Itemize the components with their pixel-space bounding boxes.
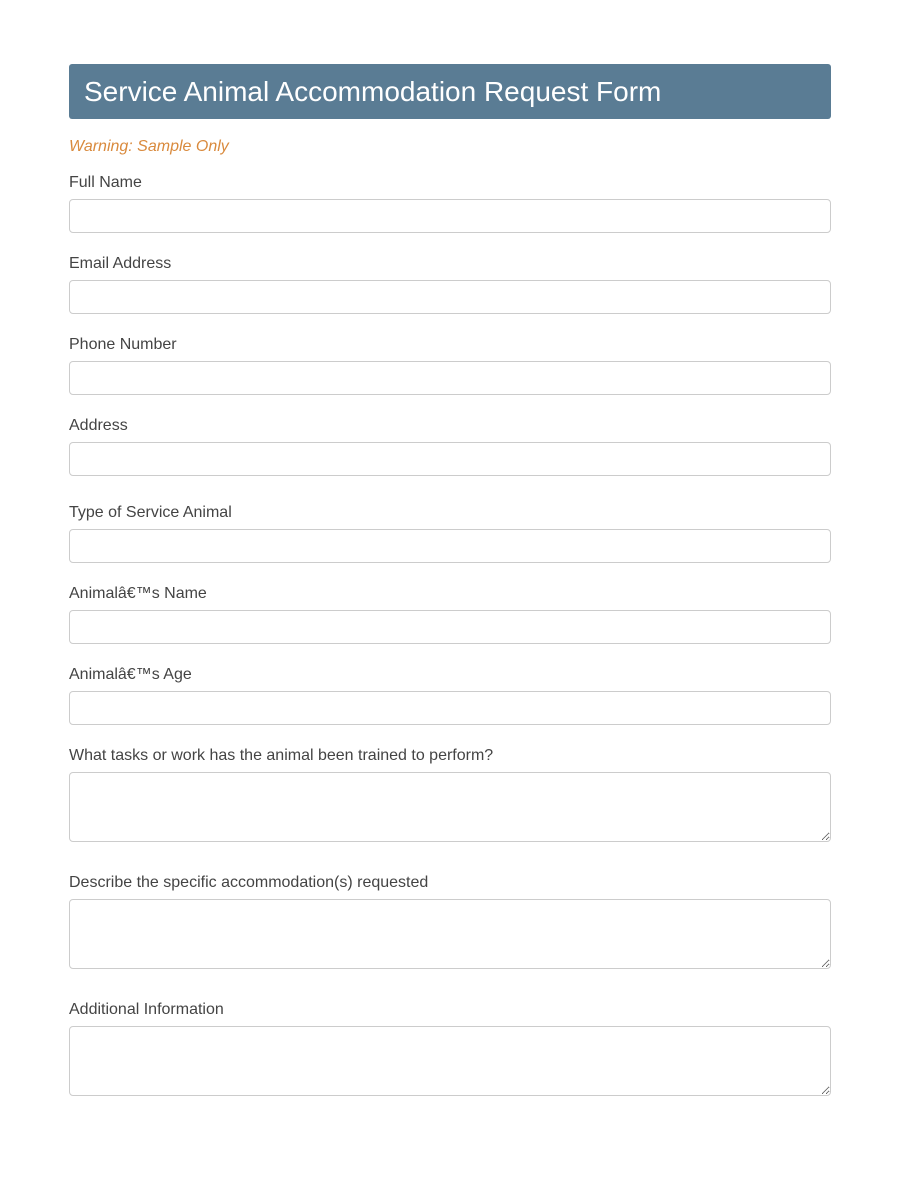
email-label: Email Address: [69, 255, 172, 272]
animal-name-label: Animalâ€™s Name: [69, 585, 207, 602]
address-input[interactable]: [69, 442, 831, 476]
address-label: Address: [69, 417, 128, 434]
animal-type-input[interactable]: [69, 529, 831, 563]
additional-info-label: Additional Information: [69, 1001, 224, 1018]
tasks-label: What tasks or work has the animal been trained to perform?: [69, 747, 494, 764]
accommodation-textarea[interactable]: [69, 899, 831, 969]
form-title: Service Animal Accommodation Request Form: [69, 64, 831, 119]
phone-input[interactable]: [69, 361, 831, 395]
animal-age-input[interactable]: [69, 691, 831, 725]
sample-warning: Warning: Sample Only: [69, 138, 229, 155]
full-name-label: Full Name: [69, 174, 142, 191]
animal-age-label: Animalâ€™s Age: [69, 666, 192, 683]
tasks-textarea[interactable]: [69, 772, 831, 842]
phone-label: Phone Number: [69, 336, 177, 353]
accommodation-label: Describe the specific accommodation(s) requested: [69, 874, 429, 891]
animal-name-input[interactable]: [69, 610, 831, 644]
email-input[interactable]: [69, 280, 831, 314]
full-name-input[interactable]: [69, 199, 831, 233]
animal-type-label: Type of Service Animal: [69, 504, 232, 521]
additional-info-textarea[interactable]: [69, 1026, 831, 1096]
